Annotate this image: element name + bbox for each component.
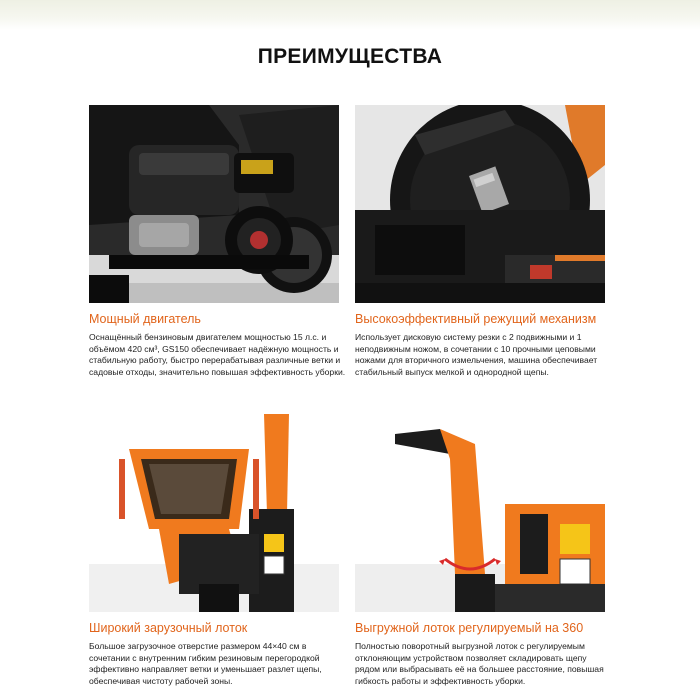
cutting-disc-photo xyxy=(355,105,605,303)
feature-description: Использует дисковую систему резки с 2 подвижными и 1 неподвижным ножом, в сочетании с 10 прочными цеповыми ножами для вторичного измельчения, машина обеспечивает стабильный выпуск мелкой и однородной щепы. xyxy=(355,332,598,377)
feature-title: Широкий зарузочный лоток xyxy=(89,621,248,635)
feature-description: Полностью поворотный выгрузной лоток с регулируемым отклоняющим устройством позволяет складировать щепу рядом или выбрасывать её на большее расстояние, повышая гибкость работы и эффективность уборки. xyxy=(355,641,604,686)
header-band xyxy=(0,0,700,30)
discharge-chute-photo xyxy=(355,414,605,612)
feature-title: Выгружной лоток регулируемый на 360 xyxy=(355,621,584,635)
feature-title: Высокоэффективный режущий механизм xyxy=(355,312,597,326)
page-title: ПРЕИМУЩЕСТВА xyxy=(257,45,443,68)
feature-description: Оснащённый бензиновым двигателем мощностью 15 л.с. и объёмом 420 см³, GS150 обеспечивает надёжную мощность и стабильную работу, быстро перерабатывая различные ветки и садовые отходы, значительно повышая эффективность уборки. xyxy=(89,332,346,377)
feed-hopper-photo xyxy=(89,414,339,612)
engine-photo xyxy=(89,105,339,303)
feature-description: Большое загрузочное отверстие размером 44×40 см в сочетании с внутренним гибким резиновым перегородкой эффективно направляет ветки и уменьшает разлет щепы, обеспечивая чистоту рабочей зоны. xyxy=(89,641,322,686)
feature-title: Мощный двигатель xyxy=(89,312,201,326)
